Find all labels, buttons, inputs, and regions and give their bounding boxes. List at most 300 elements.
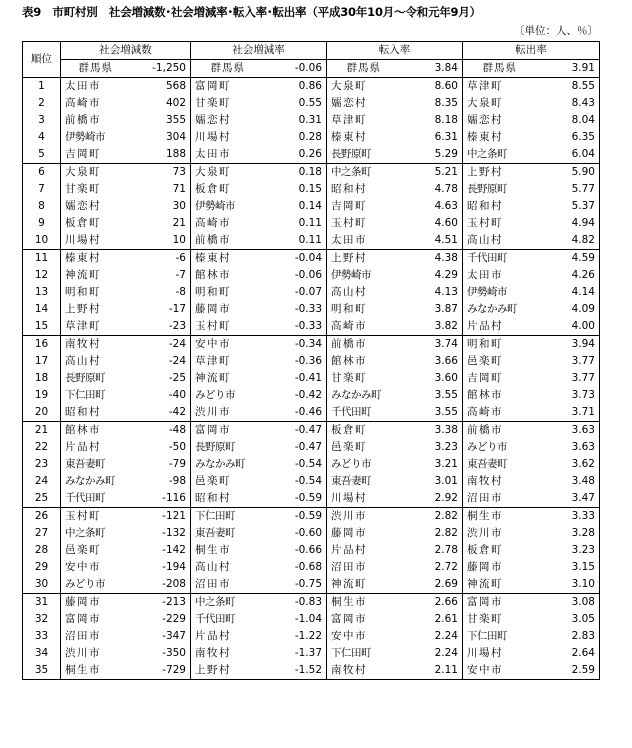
municipality-name: 安中市 [191, 336, 265, 354]
move-out-rate-value: 3.08 [537, 594, 600, 612]
social-change-count-value: -132 [131, 525, 191, 542]
social-change-count-value: -8 [131, 284, 191, 301]
move-in-rate-value: 4.63 [401, 198, 463, 215]
social-change-rate-value: -0.59 [265, 490, 327, 508]
prefecture-name: 群馬県 [327, 60, 401, 78]
move-out-rate-value: 8.04 [571, 114, 595, 126]
municipality-name: 中之条町 [65, 527, 105, 539]
move-in-rate-value: 3.23 [401, 439, 463, 456]
municipality-name: 榛東村 [331, 131, 367, 143]
municipality-name: 桐生市 [463, 508, 537, 526]
rank-cell: 33 [23, 628, 61, 645]
municipality-name: 上野村 [463, 164, 537, 182]
municipality-name: 富岡市 [463, 594, 537, 612]
move-in-rate-value: 4.29 [401, 267, 463, 284]
municipality-name: 安中市 [331, 630, 367, 642]
rank-cell: 11 [23, 250, 61, 268]
municipality-name: 板倉町 [195, 183, 231, 195]
move-out-rate-value: 4.82 [571, 234, 595, 246]
social-change-count-value: 188 [131, 146, 191, 164]
social-change-rate-value: -0.06 [265, 267, 327, 284]
move-in-rate-value: 3.38 [401, 422, 463, 440]
municipality-name: みどり市 [331, 458, 371, 470]
rank-cell: 9 [23, 215, 61, 232]
municipality-name: 渋川市 [467, 527, 503, 539]
move-in-rate-value: 5.29 [401, 146, 463, 164]
municipality-name: 館林市 [467, 389, 503, 401]
municipality-name: 甘楽町 [331, 372, 367, 384]
municipality-name: 東吾妻町 [467, 458, 507, 470]
municipality-name: 川場村 [195, 131, 231, 143]
municipality-name: 中之条町 [191, 594, 265, 612]
municipality-name: 東吾妻町 [195, 527, 235, 539]
municipality-name: 伊勢崎市 [331, 269, 371, 281]
rank-cell: 34 [23, 645, 61, 662]
rank-cell: 23 [23, 456, 61, 473]
municipality-name: 下仁田町 [65, 389, 105, 401]
municipality-name: 南牧村 [467, 475, 503, 487]
social-change-rate-value: 0.18 [265, 164, 327, 182]
social-change-rate-value: -0.46 [265, 404, 327, 422]
municipality-name: 館林市 [195, 269, 231, 281]
social-change-rate-value: 0.11 [265, 232, 327, 250]
social-change-count-value: -40 [131, 387, 191, 404]
municipality-name: 富岡市 [191, 422, 265, 440]
social-change-rate-value: -0.47 [265, 439, 327, 456]
move-out-rate-value: 5.37 [571, 200, 595, 212]
table-row [23, 232, 600, 250]
municipality-name: 館林市 [331, 355, 367, 367]
table-row [23, 422, 600, 440]
social-change-count-value: -17 [131, 301, 191, 318]
social-change-rate-value: -0.83 [265, 594, 327, 612]
move-out-rate-value: 8.43 [571, 97, 595, 109]
table-row [23, 594, 600, 612]
social-change-count-value: -7 [131, 267, 191, 284]
move-in-rate-value: 2.82 [401, 508, 463, 526]
social-change-rate-value: -0.59 [265, 508, 327, 526]
municipality-name: 昭和村 [467, 200, 503, 212]
social-change-count-value: -142 [131, 542, 191, 559]
table-row [23, 215, 600, 232]
social-change-count-header: 社会増減数 [61, 42, 191, 60]
move-out-rate-value: 3.94 [537, 336, 600, 354]
municipality-name: 前橋市 [195, 234, 231, 246]
municipality-name: 甘楽町 [195, 97, 231, 109]
social-change-count-value: 21 [131, 215, 191, 232]
table-row [23, 336, 600, 354]
municipality-name: 富岡市 [65, 613, 101, 625]
municipality-name: みなかみ町 [467, 303, 517, 315]
social-change-rate-value: -0.33 [265, 301, 327, 318]
social-change-rate-value: -1.22 [265, 628, 327, 645]
municipality-name: みどり市 [65, 578, 105, 590]
prefecture-row [23, 60, 600, 78]
municipality-name: 大泉町 [61, 164, 131, 182]
municipality-name: 伊勢崎市 [467, 286, 507, 298]
municipality-name: 片品村 [331, 544, 367, 556]
move-in-rate-value: 4.78 [401, 181, 463, 198]
move-out-rate-value: 4.26 [571, 269, 595, 281]
municipality-name: 邑楽町 [195, 475, 231, 487]
move-out-rate-value: 3.63 [571, 441, 595, 453]
move-out-rate-value: 2.83 [571, 630, 595, 642]
municipality-name: 桐生市 [327, 594, 401, 612]
move-in-rate-value: 2.72 [401, 559, 463, 576]
move-out-rate-value: 4.00 [571, 320, 595, 332]
municipality-name: 高崎市 [195, 217, 231, 229]
social-change-count-value: -79 [131, 456, 191, 473]
move-in-rate-value: 3.74 [401, 336, 463, 354]
move-out-rate-value: 2.64 [571, 647, 595, 659]
social-change-count-value: -50 [131, 439, 191, 456]
social-change-rate-value: 0.14 [265, 198, 327, 215]
municipality-name: 桐生市 [195, 544, 231, 556]
ranking-table [22, 41, 600, 680]
municipality-name: 高崎市 [65, 97, 101, 109]
municipality-name: 高山村 [195, 561, 231, 573]
municipality-name: 上野村 [195, 664, 231, 676]
municipality-name: 大泉町 [331, 80, 367, 92]
prefecture-name: 群馬県 [463, 60, 537, 78]
municipality-name: 榛東村 [467, 131, 503, 143]
move-out-rate-value: 3.23 [571, 544, 595, 556]
move-in-rate-header: 転入率 [327, 42, 463, 60]
move-in-rate-value: 6.31 [401, 129, 463, 146]
rank-cell: 1 [23, 78, 61, 96]
social-change-rate-value: -0.66 [265, 542, 327, 559]
municipality-name: 中之条町 [327, 164, 401, 182]
table-row [23, 525, 600, 542]
municipality-name: 明和町 [65, 286, 101, 298]
social-change-rate-value: 0.31 [265, 112, 327, 129]
municipality-name: 吉岡町 [65, 148, 101, 160]
municipality-name: 嬬恋村 [195, 114, 231, 126]
move-out-rate-value: 3.71 [571, 406, 595, 418]
social-change-rate-value: -0.42 [265, 387, 327, 404]
social-change-count-value: -24 [131, 353, 191, 370]
table-row [23, 129, 600, 146]
municipality-name: 嬬恋村 [467, 114, 503, 126]
municipality-name: 中之条町 [467, 148, 507, 160]
municipality-name: 昭和村 [331, 183, 367, 195]
municipality-name: 沼田市 [65, 630, 101, 642]
move-out-rate-value: 3.47 [571, 492, 595, 504]
municipality-name: 神流町 [195, 372, 231, 384]
move-in-rate-value: 8.35 [401, 95, 463, 112]
move-out-rate-value: 8.55 [571, 80, 595, 92]
municipality-name: みどり市 [195, 389, 235, 401]
table-row [23, 628, 600, 645]
social-change-count-value: 73 [131, 164, 191, 182]
table-row [23, 662, 600, 680]
municipality-name: 富岡町 [195, 80, 231, 92]
rank-cell: 22 [23, 439, 61, 456]
municipality-name: 下仁田町 [331, 647, 371, 659]
move-in-rate-value: 2.66 [401, 594, 463, 612]
municipality-name: 明和町 [195, 286, 231, 298]
social-change-count-value: -121 [131, 508, 191, 526]
social-change-rate-value: 0.11 [265, 215, 327, 232]
municipality-name: 藤岡市 [195, 303, 231, 315]
social-change-count-value: -6 [131, 250, 191, 268]
social-change-rate-value: -0.33 [265, 318, 327, 336]
municipality-name: 昭和村 [65, 406, 101, 418]
rank-cell: 15 [23, 318, 61, 336]
municipality-name: みなかみ町 [331, 389, 381, 401]
municipality-name: 太田市 [331, 234, 367, 246]
table-row [23, 645, 600, 662]
rank-cell: 25 [23, 490, 61, 508]
table-row [23, 250, 600, 268]
move-out-rate-value: 3.73 [571, 389, 595, 401]
social-change-rate-value: 0.28 [265, 129, 327, 146]
social-change-rate-value: -0.41 [265, 370, 327, 387]
municipality-name: 伊勢崎市 [65, 131, 105, 143]
rank-cell: 5 [23, 146, 61, 164]
move-in-rate-value: 3.66 [401, 353, 463, 370]
rank-cell: 12 [23, 267, 61, 284]
municipality-name: 玉村町 [331, 217, 367, 229]
move-out-rate-value: 3.05 [571, 613, 595, 625]
move-in-rate-value: 2.24 [401, 628, 463, 645]
move-in-rate-value: 3.82 [401, 318, 463, 336]
table-row [23, 95, 600, 112]
move-in-rate-value: 5.21 [401, 164, 463, 182]
move-in-rate-value: 3.01 [401, 473, 463, 490]
table-row [23, 439, 600, 456]
rank-cell: 10 [23, 232, 61, 250]
move-in-rate-value: 3.21 [401, 456, 463, 473]
municipality-name: 藤岡市 [61, 594, 131, 612]
municipality-name: 草津町 [467, 80, 503, 92]
social-change-count-value: 568 [131, 78, 191, 96]
municipality-name: 高山村 [467, 234, 503, 246]
municipality-name: 藤岡市 [331, 527, 367, 539]
prefecture-count: -1,250 [131, 60, 191, 78]
municipality-name: 安中市 [467, 664, 503, 676]
municipality-name: 高山村 [331, 286, 367, 298]
move-out-rate-value: 4.14 [571, 286, 595, 298]
social-change-count-value: 30 [131, 198, 191, 215]
municipality-name: 大泉町 [191, 164, 265, 182]
move-out-rate-value: 3.77 [571, 372, 595, 384]
social-change-rate-value: -0.04 [265, 250, 327, 268]
municipality-name: 太田市 [195, 148, 231, 160]
municipality-name: 片品村 [65, 441, 101, 453]
move-in-rate-value: 4.38 [401, 250, 463, 268]
municipality-name: 神流町 [65, 269, 101, 281]
table-row [23, 542, 600, 559]
social-change-rate-value: -0.34 [265, 336, 327, 354]
move-out-rate-value: 5.90 [537, 164, 600, 182]
rank-cell: 3 [23, 112, 61, 129]
social-change-count-value: -24 [131, 336, 191, 354]
move-out-rate-value: 5.77 [571, 183, 595, 195]
social-change-rate-value: -0.07 [265, 284, 327, 301]
municipality-name: 東吾妻町 [331, 475, 371, 487]
rank-cell: 29 [23, 559, 61, 576]
municipality-name: 玉村町 [195, 320, 231, 332]
move-in-rate-value: 3.55 [401, 404, 463, 422]
move-out-rate-value: 3.48 [571, 475, 595, 487]
municipality-name: 東吾妻町 [65, 458, 105, 470]
move-out-rate-value: 3.77 [571, 355, 595, 367]
municipality-name: 玉村町 [467, 217, 503, 229]
rank-cell: 32 [23, 611, 61, 628]
social-change-count-value: -48 [131, 422, 191, 440]
social-change-count-value: -194 [131, 559, 191, 576]
move-out-rate-value: 3.33 [537, 508, 600, 526]
social-change-count-value: 402 [131, 95, 191, 112]
municipality-name: 榛東村 [191, 250, 265, 268]
rank-cell: 2 [23, 95, 61, 112]
municipality-name: 南牧村 [61, 336, 131, 354]
prefecture-rate: -0.06 [265, 60, 327, 78]
municipality-name: 大泉町 [467, 97, 503, 109]
social-change-count-value: -116 [131, 490, 191, 508]
municipality-name: 千代田町 [195, 613, 235, 625]
social-change-rate-value: 0.86 [265, 78, 327, 96]
municipality-name: みどり市 [467, 441, 507, 453]
rank-cell: 31 [23, 594, 61, 612]
municipality-name: 沼田市 [467, 492, 503, 504]
table-row [23, 318, 600, 336]
move-in-rate-value: 2.24 [401, 645, 463, 662]
social-change-count-value: 355 [131, 112, 191, 129]
municipality-name: 片品村 [467, 320, 503, 332]
table-row [23, 112, 600, 129]
municipality-name: 千代田町 [463, 250, 537, 268]
page-title: 表9 市町村別 社会増減数･社会増減率･転入率･転出率（平成30年10月～令和元年9月） [22, 5, 481, 19]
municipality-name: 玉村町 [61, 508, 131, 526]
move-out-rate-value: 4.59 [537, 250, 600, 268]
social-change-count-value: 304 [131, 129, 191, 146]
table-row [23, 267, 600, 284]
municipality-name: 川場村 [331, 492, 367, 504]
social-change-rate-value: -0.68 [265, 559, 327, 576]
municipality-name: 長野原町 [467, 183, 507, 195]
municipality-name: 沼田市 [331, 561, 367, 573]
move-out-rate-header: 転出率 [463, 42, 600, 60]
table-row [23, 78, 600, 96]
municipality-name: 南牧村 [331, 664, 367, 676]
social-change-rate-value: -1.37 [265, 645, 327, 662]
municipality-name: 南牧村 [195, 647, 231, 659]
social-change-count-value: -729 [131, 662, 191, 680]
rank-cell: 35 [23, 662, 61, 680]
move-out-rate-value: 2.59 [571, 664, 595, 676]
rank-cell: 18 [23, 370, 61, 387]
municipality-name: 明和町 [331, 303, 367, 315]
municipality-name: 明和町 [463, 336, 537, 354]
municipality-name: 渋川市 [65, 647, 101, 659]
municipality-name: 神流町 [331, 578, 367, 590]
social-change-rate-value: -1.52 [265, 662, 327, 680]
social-change-rate-value: 0.15 [265, 181, 327, 198]
social-change-rate-value: -1.04 [265, 611, 327, 628]
table-row [23, 181, 600, 198]
municipality-name: 太田市 [467, 269, 503, 281]
move-in-rate-value: 4.51 [401, 232, 463, 250]
move-in-rate-value: 8.18 [401, 112, 463, 129]
rank-cell: 4 [23, 129, 61, 146]
municipality-name: 川場村 [467, 647, 503, 659]
move-in-rate-value: 2.92 [401, 490, 463, 508]
rank-header: 順位 [23, 42, 61, 78]
municipality-name: 邑楽町 [65, 544, 101, 556]
social-change-count-value: -25 [131, 370, 191, 387]
rank-cell: 24 [23, 473, 61, 490]
municipality-name: 富岡市 [331, 613, 367, 625]
municipality-name: 長野原町 [195, 441, 235, 453]
prefecture-move-in: 3.84 [401, 60, 463, 78]
municipality-name: 草津町 [331, 114, 367, 126]
social-change-rate-value: -0.54 [265, 473, 327, 490]
municipality-name: 甘楽町 [65, 183, 101, 195]
municipality-name: 嬬恋村 [65, 200, 101, 212]
municipality-name: 渋川市 [327, 508, 401, 526]
table-row [23, 611, 600, 628]
municipality-name: 嬬恋村 [331, 97, 367, 109]
move-in-rate-value: 3.60 [401, 370, 463, 387]
rank-cell: 28 [23, 542, 61, 559]
municipality-name: 藤岡市 [467, 561, 503, 573]
move-out-rate-value: 3.62 [571, 458, 595, 470]
social-change-rate-value: 0.55 [265, 95, 327, 112]
social-change-count-value: -42 [131, 404, 191, 422]
move-in-rate-value: 2.69 [401, 576, 463, 594]
municipality-name: 草津町 [65, 320, 101, 332]
municipality-name: 邑楽町 [331, 441, 367, 453]
move-in-rate-value: 2.82 [401, 525, 463, 542]
municipality-name: 前橋市 [463, 422, 537, 440]
table-row [23, 146, 600, 164]
rank-cell: 6 [23, 164, 61, 182]
move-in-rate-value: 3.87 [401, 301, 463, 318]
prefecture-name: 群馬県 [191, 60, 265, 78]
social-change-rate-value: 0.26 [265, 146, 327, 164]
move-out-rate-value: 6.35 [571, 131, 595, 143]
table-row [23, 490, 600, 508]
move-out-rate-value: 3.28 [571, 527, 595, 539]
rank-cell: 17 [23, 353, 61, 370]
social-change-count-value: 71 [131, 181, 191, 198]
municipality-name: 板倉町 [327, 422, 401, 440]
municipality-name: 神流町 [467, 578, 503, 590]
table-row [23, 370, 600, 387]
rank-cell: 19 [23, 387, 61, 404]
municipality-name: 邑楽町 [467, 355, 503, 367]
municipality-name: 伊勢崎市 [195, 200, 235, 212]
municipality-name: 板倉町 [65, 217, 101, 229]
social-change-count-value: -208 [131, 576, 191, 594]
municipality-name: 上野村 [65, 303, 101, 315]
social-change-rate-header: 社会増減率 [191, 42, 327, 60]
municipality-name: 吉岡町 [467, 372, 503, 384]
move-in-rate-value: 4.60 [401, 215, 463, 232]
social-change-count-value: -347 [131, 628, 191, 645]
municipality-name: 川場村 [65, 234, 101, 246]
table-row [23, 404, 600, 422]
municipality-name: 長野原町 [331, 148, 371, 160]
municipality-name: 千代田町 [65, 492, 105, 504]
header-row [23, 42, 600, 60]
municipality-name: 甘楽町 [467, 613, 503, 625]
social-change-count-value: -213 [131, 594, 191, 612]
municipality-name: 沼田市 [195, 578, 231, 590]
social-change-count-value: -350 [131, 645, 191, 662]
